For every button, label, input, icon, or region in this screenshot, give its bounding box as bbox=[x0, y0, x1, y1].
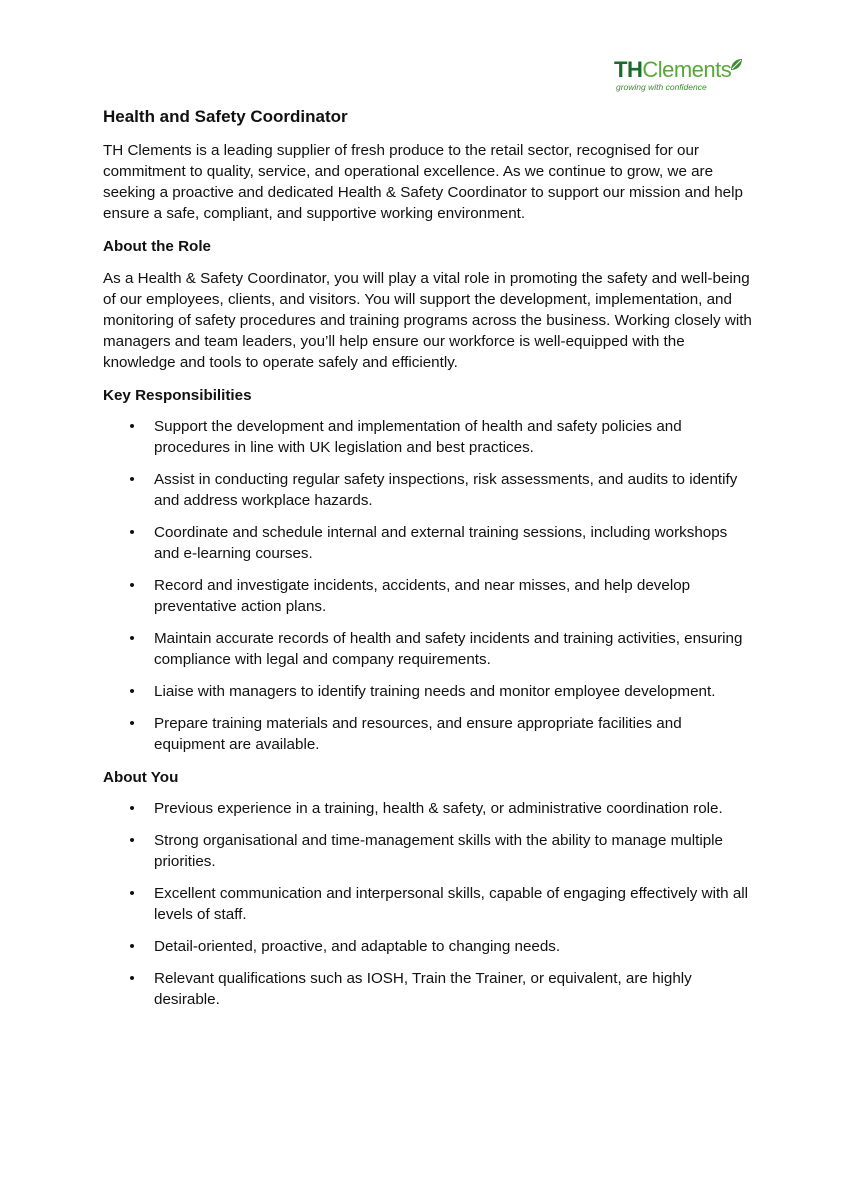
logo-tagline: growing with confidence bbox=[616, 82, 707, 92]
bullet-icon: • bbox=[129, 683, 135, 700]
list-item bbox=[103, 798, 753, 819]
bullet-icon: • bbox=[129, 970, 135, 987]
list-item-text: Previous experience in a training, health & safety, or administrative coordination role. bbox=[154, 800, 723, 817]
about-role-paragraph: As a Health & Safety Coordinator, you will play a vital role in promoting the safety and well-being of our employees, clients, and visitors. You will support the development, implementation, and monitoring of safety procedures and training programs across the business. Working closely with managers and team leaders, you’ll help ensure our workforce is well-equipped with the knowledge and tools to operate safely and efficiently. bbox=[103, 270, 752, 371]
bullet-icon: • bbox=[129, 832, 135, 849]
list-item-text: Maintain accurate records of health and safety incidents and training activities, ensuring compliance with legal and company requirements. bbox=[154, 630, 743, 668]
list-item bbox=[103, 968, 753, 1010]
list-item bbox=[103, 469, 753, 511]
list-item bbox=[103, 416, 753, 458]
list-item-text: Detail-oriented, proactive, and adaptable to changing needs. bbox=[154, 938, 561, 955]
job-description bbox=[103, 106, 753, 1010]
bullet-icon: • bbox=[129, 524, 135, 541]
bullet-icon: • bbox=[129, 577, 135, 594]
company-logo bbox=[614, 57, 749, 97]
logo-clements: Clements bbox=[642, 57, 732, 82]
list-item-text: Record and investigate incidents, accidents, and near misses, and help develop preventative action plans. bbox=[154, 577, 691, 615]
list-item-text: Liaise with managers to identify training needs and monitor employee development. bbox=[154, 683, 716, 700]
list-item-text: Excellent communication and interpersonal skills, capable of engaging effectively with all levels of staff. bbox=[154, 885, 749, 923]
bullet-icon: • bbox=[129, 715, 135, 732]
bullet-icon: • bbox=[129, 630, 135, 647]
about-you-list bbox=[103, 798, 753, 1010]
about-role-heading: About the Role bbox=[103, 238, 211, 255]
list-item-text: Support the development and implementation of health and safety policies and procedures in line with UK legislation and best practices. bbox=[154, 418, 682, 456]
list-item bbox=[103, 575, 753, 617]
bullet-icon: • bbox=[129, 418, 135, 435]
list-item bbox=[103, 713, 753, 755]
list-item bbox=[103, 628, 753, 670]
list-item-text: Prepare training materials and resources, and ensure appropriate facilities and equipment are available. bbox=[154, 715, 682, 753]
list-item bbox=[103, 522, 753, 564]
list-item-text: Strong organisational and time-management skills with the ability to manage multiple priorities. bbox=[154, 832, 723, 870]
list-item-text: Coordinate and schedule internal and external training sessions, including workshops and e-learning courses. bbox=[154, 524, 728, 562]
intro-paragraph: TH Clements is a leading supplier of fresh produce to the retail sector, recognised for our commitment to quality, service, and operational excellence. As we continue to grow, we are seeking a proactive and dedicated Health & Safety Coordinator to support our mission and help ensure a safe, compliant, and supportive working environment. bbox=[103, 142, 743, 222]
list-item bbox=[103, 830, 753, 872]
bullet-icon: • bbox=[129, 800, 135, 817]
list-item bbox=[103, 883, 753, 925]
leaf-icon bbox=[728, 57, 744, 73]
logo-th: TH bbox=[614, 57, 643, 82]
about-you-heading: About You bbox=[103, 769, 179, 786]
bullet-icon: • bbox=[129, 885, 135, 902]
page-title: Health and Safety Coordinator bbox=[103, 107, 348, 126]
list-item-text: Assist in conducting regular safety inspections, risk assessments, and audits to identify and address workplace hazards. bbox=[154, 471, 738, 509]
list-item bbox=[103, 936, 753, 957]
list-item-text: Relevant qualifications such as IOSH, Train the Trainer, or equivalent, are highly desirable. bbox=[154, 970, 692, 1008]
bullet-icon: • bbox=[129, 471, 135, 488]
list-item bbox=[103, 681, 753, 702]
logo-wordmark bbox=[614, 57, 731, 83]
responsibilities-heading: Key Responsibilities bbox=[103, 387, 252, 404]
bullet-icon: • bbox=[129, 938, 135, 955]
responsibilities-list bbox=[103, 416, 753, 755]
